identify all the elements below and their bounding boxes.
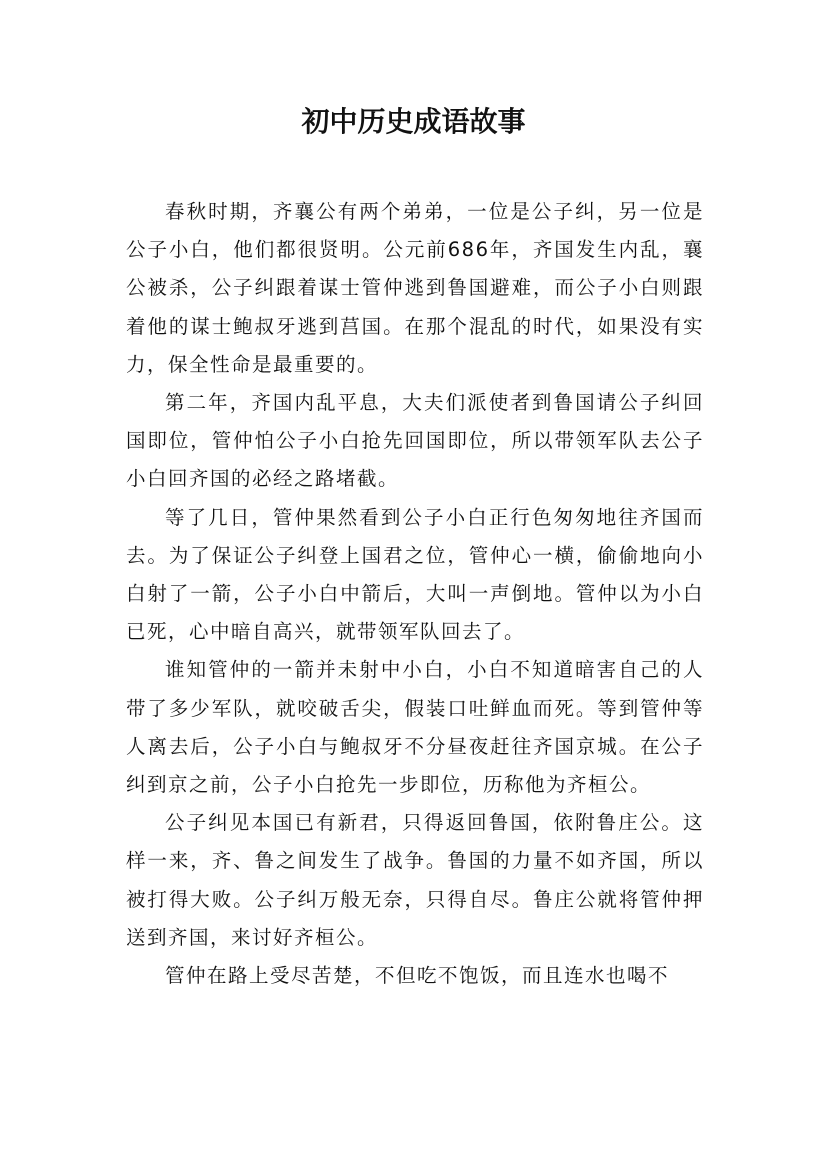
paragraph-5: 公子纠见本国已有新君，只得返回鲁国，依附鲁庄公。这样一来，齐、鲁之间发生了战争。鲁国的力量不如齐国，所以被打得大败。公子纠万般无奈，只得自尽。鲁庄公就将管仲押送到齐国，来讨好齐桓公。 bbox=[126, 811, 704, 949]
paragraph-6: 管仲在路上受尽苦楚，不但吃不饱饭，而且连水也喝不 bbox=[165, 964, 670, 988]
paragraph-4: 谁知管仲的一箭并未射中小白，小白不知道暗害自己的人带了多少军队，就咬破舌尖，假装口吐鲜血而死。等到管仲等人离去后，公子小白与鲍叔牙不分昼夜赶往齐国京城。在公子纠到京之前，公子小白抢先一步即位，历称他为齐桓公。 bbox=[126, 658, 704, 797]
paragraph-3: 等了几日，管仲果然看到公子小白正行色匆匆地往齐国而去。为了保证公子纠登上国君之位，管仲心一横，偷偷地向小白射了一箭，公子小白中箭后，大叫一声倒地。管仲以为小白已死，心中暗自高兴，就带领军队回去了。 bbox=[126, 505, 704, 644]
paragraph-1: 春秋时期，齐襄公有两个弟弟，一位是公子纠，另一位是公子小白，他们都很贤明。公元前686年，齐国发生内乱，襄公被杀，公子纠跟着谋士管仲逃到鲁国避难，而公子小白则跟着他的谋士鲍叔牙逃到莒国。在那个混乱的时代，如果没有实力，保全性命是最重要的。 bbox=[126, 200, 704, 376]
document-body bbox=[126, 193, 704, 995]
document-title: 初中历史成语故事 bbox=[301, 105, 526, 138]
paragraph-2: 第二年，齐国内乱平息，大夫们派使者到鲁国请公子纠回国即位，管仲怕公子小白抢先回国即位，所以带领军队去公子小白回齐国的必经之路堵截。 bbox=[126, 391, 704, 491]
